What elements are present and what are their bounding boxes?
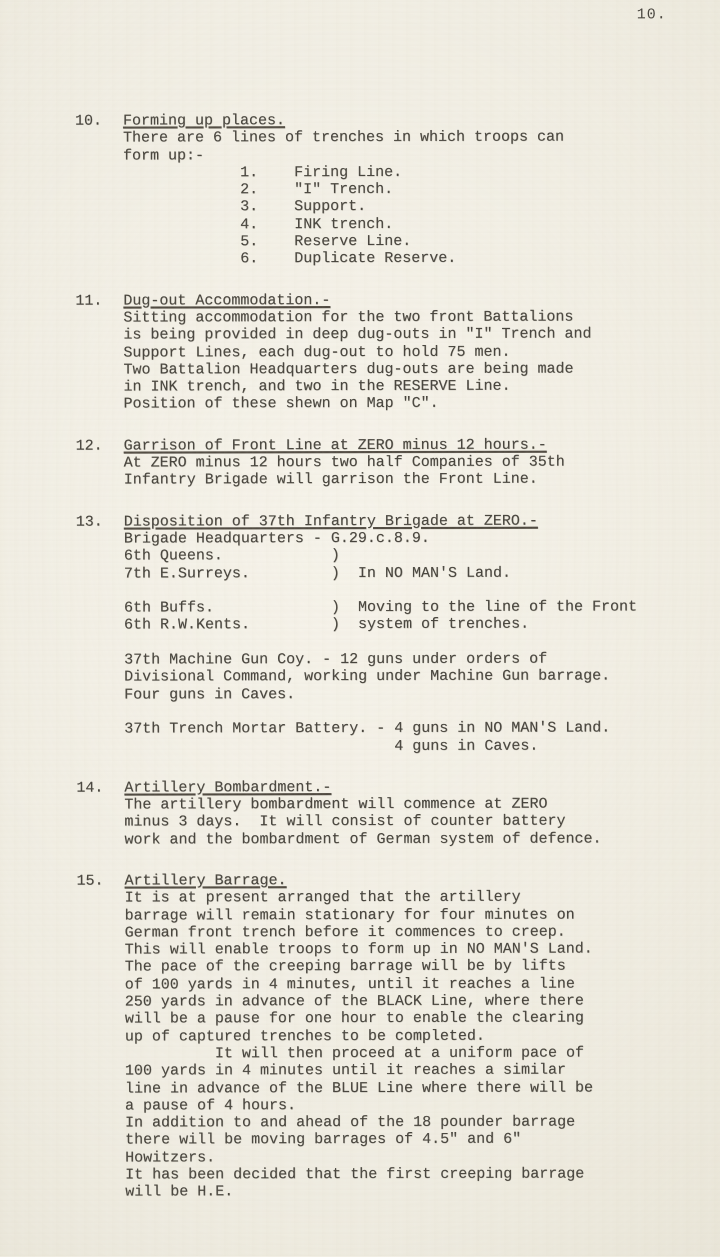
text-line: a pause of 4 hours. <box>124 1096 297 1115</box>
section-content <box>123 291 709 413</box>
section-number: 11. <box>75 292 103 310</box>
text-line: Divisional Command, working under Machine Gun barrage. <box>124 667 611 686</box>
text-line: This will enable troops to form up in NO MAN'S Land. <box>124 940 593 959</box>
section-artillery-bombardment <box>76 778 710 849</box>
text-line: barrage will remain stationary for four minutes on <box>124 906 575 925</box>
text-line: Support Lines, each dug-out to hold 75 men. <box>123 343 511 362</box>
text-line: there will be moving barrages of 4.5" and 6" <box>125 1131 522 1149</box>
text-line: line in advance of the BLUE Line where there will be <box>124 1079 594 1098</box>
section-heading: Artillery Barrage. <box>124 872 287 890</box>
text-line: Four guns in Caves. <box>124 685 296 704</box>
section-heading: Garrison of Front Line at ZERO minus 12 hours.- <box>123 436 547 455</box>
section-disposition-37th-brigade <box>76 512 711 755</box>
section-number: 14. <box>76 779 104 797</box>
text-line: 250 yards in advance of the BLACK Line, where there <box>124 992 584 1011</box>
text-line: Infantry Brigade will garrison the Front Line. <box>123 470 538 489</box>
blank-line <box>124 581 710 600</box>
section-number: 15. <box>76 872 104 890</box>
section-number: 13. <box>75 513 103 531</box>
list-item: 4. INK trench. <box>123 215 394 234</box>
section-content <box>124 436 710 489</box>
text-line: 4 guns in Caves. <box>124 737 539 755</box>
document-body <box>75 111 711 1225</box>
section-dugout-accommodation <box>75 291 709 413</box>
list-item: 6. Duplicate Reserve. <box>123 250 457 268</box>
section-heading: Dug-out Accommodation.- <box>123 291 331 310</box>
section-content <box>123 111 709 268</box>
text-line: The pace of the creeping barrage will be by lifts <box>124 958 566 976</box>
text-line: German front trench before it commences to creep. <box>124 923 566 942</box>
text-line: form up:- <box>122 146 205 165</box>
text-line: 6th R.W.Kents. ) system of trenches. <box>123 616 530 634</box>
text-line: There are 6 lines of trenches in which troops can <box>122 128 565 147</box>
text-line: up of captured trenches to be completed. <box>124 1027 485 1046</box>
text-line: 6th Queens. ) <box>123 547 340 565</box>
text-line: will be a pause for one hour to enable the clearing <box>124 1009 584 1028</box>
text-line: is being provided in deep dug-outs in "I" Trench and <box>123 325 592 344</box>
text-line: 37th Machine Gun Coy. - 12 guns under orders of <box>124 650 548 669</box>
section-number: 10. <box>74 112 102 130</box>
text-line: In addition to and ahead of the 18 pounder barrage <box>125 1113 576 1132</box>
section-forming-up-places <box>75 111 709 268</box>
text-line: minus 3 days. It will consist of counter battery <box>124 812 566 831</box>
text-line: 7th E.Surreys. ) In NO MAN'S Land. <box>123 564 511 583</box>
blank-line <box>124 633 710 652</box>
text-line: will be H.E. <box>125 1183 234 1201</box>
text-line: work and the bombardment of German system of defence. <box>124 830 602 849</box>
text-line: Sitting accommodation for the two front Battalions <box>123 308 574 327</box>
text-line: in INK trench, and two in the RESERVE Line. <box>123 377 511 396</box>
section-content <box>124 778 710 848</box>
section-heading: Forming up places. <box>122 112 285 130</box>
blank-line <box>124 702 710 721</box>
list-item: 3. Support. <box>123 198 367 216</box>
section-number: 12. <box>75 437 103 455</box>
text-line: At ZERO minus 12 hours two half Companies of 35th <box>123 453 565 472</box>
section-heading: Disposition of 37th Infantry Brigade at ZERO.- <box>123 512 538 531</box>
list-item: 5. Reserve Line. <box>123 232 412 251</box>
page-number: 10. <box>636 6 667 24</box>
text-line: Position of these shewn on Map "C". <box>123 395 439 413</box>
text-line: 37th Trench Mortar Battery. - 4 guns in NO MAN'S Land. <box>124 719 611 738</box>
section-artillery-barrage <box>77 871 712 1201</box>
list-item: 1. Firing Line. <box>123 163 403 182</box>
text-line: 100 yards in 4 minutes until it reaches a similar <box>124 1061 567 1080</box>
list-item: 2. "I" Trench. <box>123 181 394 199</box>
section-content <box>125 871 712 1201</box>
section-content <box>124 512 711 755</box>
section-garrison-front-line <box>76 436 710 489</box>
text-line: The artillery bombardment will commence at ZERO <box>124 795 548 814</box>
section-heading: Artillery Bombardment.- <box>124 778 332 797</box>
text-line: of 100 yards in 4 minutes, until it reaches a line <box>124 975 575 994</box>
text-line: It has been decided that the first creeping barrage <box>125 1165 585 1184</box>
text-line: Brigade Headquarters - G.29.c.8.9. <box>123 529 430 548</box>
text-line: 6th Buffs. ) Moving to the line of the Front <box>123 598 638 617</box>
text-line: It is at present arranged that the artillery <box>124 888 521 907</box>
text-line: Two Battalion Headquarters dug-outs are being made <box>123 360 574 379</box>
text-line: Howitzers. <box>125 1149 216 1167</box>
text-line: It will then proceed at a uniform pace of <box>124 1044 584 1063</box>
